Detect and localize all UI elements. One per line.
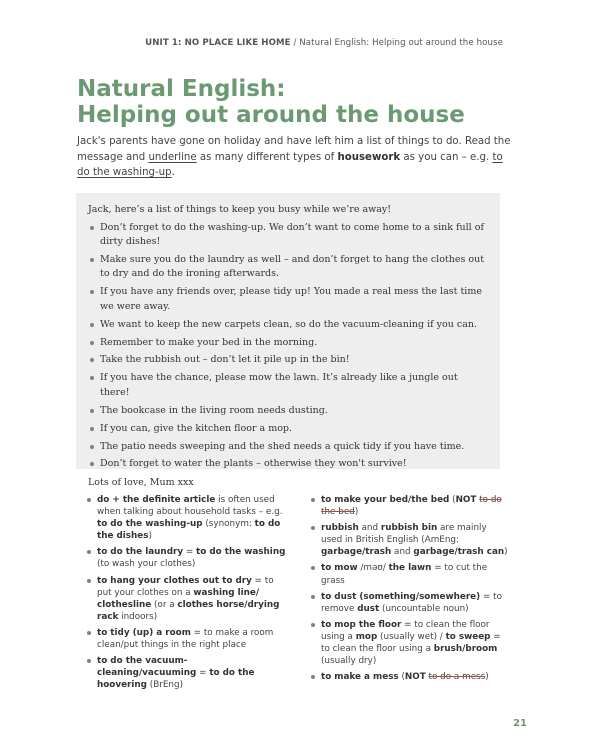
intro-bold-word: housework bbox=[337, 151, 401, 163]
struck-phrase: to do a mess bbox=[428, 672, 486, 683]
message-greeting: Jack, here’s a list of things to keep you busy while we’re away! bbox=[88, 204, 392, 215]
note-item: to tidy (up) a room = to make a room clean/put things in the right place bbox=[86, 627, 286, 651]
note-item: do + the definite article is often used when talking about household tasks – e.g. to do the washing-up (synonym: to do the dishes) bbox=[86, 494, 286, 542]
intro-paragraph bbox=[77, 134, 517, 181]
intro-text: Jack's parents have gone on holiday and have left him a list of things to do. Read the message and bbox=[77, 136, 511, 163]
intro-text: . bbox=[171, 167, 175, 178]
title-line-1: Natural English: bbox=[77, 76, 286, 102]
note-item: to make your bed/the bed (NOT to do the bed) bbox=[310, 494, 510, 518]
unit-label: UNIT 1: NO PLACE LIKE HOME bbox=[145, 38, 291, 48]
task-item: The bookcase in the living room needs dusting. bbox=[88, 404, 490, 419]
task-item: Take the rubbish out – don’t let it pile up in the bin! bbox=[88, 353, 490, 368]
task-item: The patio needs sweeping and the shed needs a quick tidy if you have time. bbox=[88, 440, 490, 455]
intro-text: as many different types of bbox=[196, 151, 338, 163]
title-line-2: Helping out around the house bbox=[77, 102, 465, 128]
note-item: to do the vacuum-cleaning/vacuuming = to do the hoovering (BrEng) bbox=[86, 655, 286, 691]
task-item: Don’t forget to water the plants – otherwise they won't survive! bbox=[88, 457, 490, 472]
note-item: to dust (something/somewhere) = to remove dust (uncountable noun) bbox=[310, 591, 510, 615]
intro-text: as you can – e.g. bbox=[400, 151, 493, 163]
intro-example: to do the washing-up bbox=[77, 151, 503, 178]
note-item: to do the laundry = to do the washing (to wash your clothes) bbox=[86, 546, 286, 570]
note-item: to mow /məʊ/ the lawn = to cut the grass bbox=[310, 562, 510, 586]
notes-right-column bbox=[310, 494, 510, 687]
task-list bbox=[88, 221, 490, 472]
note-item: rubbish and rubbish bin are mainly used in British English (AmEng: garbage/trash and garbage/trash can) bbox=[310, 522, 510, 558]
section-label: Natural English: Helping out around the house bbox=[299, 38, 503, 48]
task-item: We want to keep the new carpets clean, so do the vacuum-cleaning if you can. bbox=[88, 318, 490, 333]
task-item: Make sure you do the laundry as well – and don’t forget to hang the clothes out to dry and do the ironing afterwards. bbox=[88, 253, 490, 282]
task-item: Don’t forget to do the washing-up. We don’t want to come home to a sink full of dirty dishes! bbox=[88, 221, 490, 250]
struck-phrase: to do the bed bbox=[321, 495, 502, 518]
page-number: 21 bbox=[513, 718, 527, 729]
intro-underline-word: underline bbox=[148, 151, 197, 163]
note-item: to mop the floor = to clean the floor using a mop (usually wet) / to sweep = to clean the floor using a brush/broom (usually dry) bbox=[310, 619, 510, 667]
message-signoff: Lots of love, Mum xxx bbox=[88, 476, 194, 488]
task-item: If you can, give the kitchen floor a mop. bbox=[88, 422, 490, 437]
task-item: Remember to make your bed in the morning. bbox=[88, 336, 490, 351]
task-item: If you have the chance, please mow the lawn. It’s already like a jungle out there! bbox=[88, 371, 490, 400]
notes-left-column bbox=[86, 494, 286, 695]
task-item: If you have any friends over, please tidy up! You made a real mess the last time we were away. bbox=[88, 285, 490, 314]
note-item: to hang your clothes out to dry = to put your clothes on a washing line/ clothesline (or a clothes horse/drying rack indoors) bbox=[86, 575, 286, 623]
page-title bbox=[77, 76, 465, 128]
separator: / bbox=[290, 38, 300, 48]
running-head bbox=[145, 38, 503, 48]
note-item: to make a mess (NOT to do a mess) bbox=[310, 671, 510, 683]
message-box bbox=[76, 193, 500, 488]
